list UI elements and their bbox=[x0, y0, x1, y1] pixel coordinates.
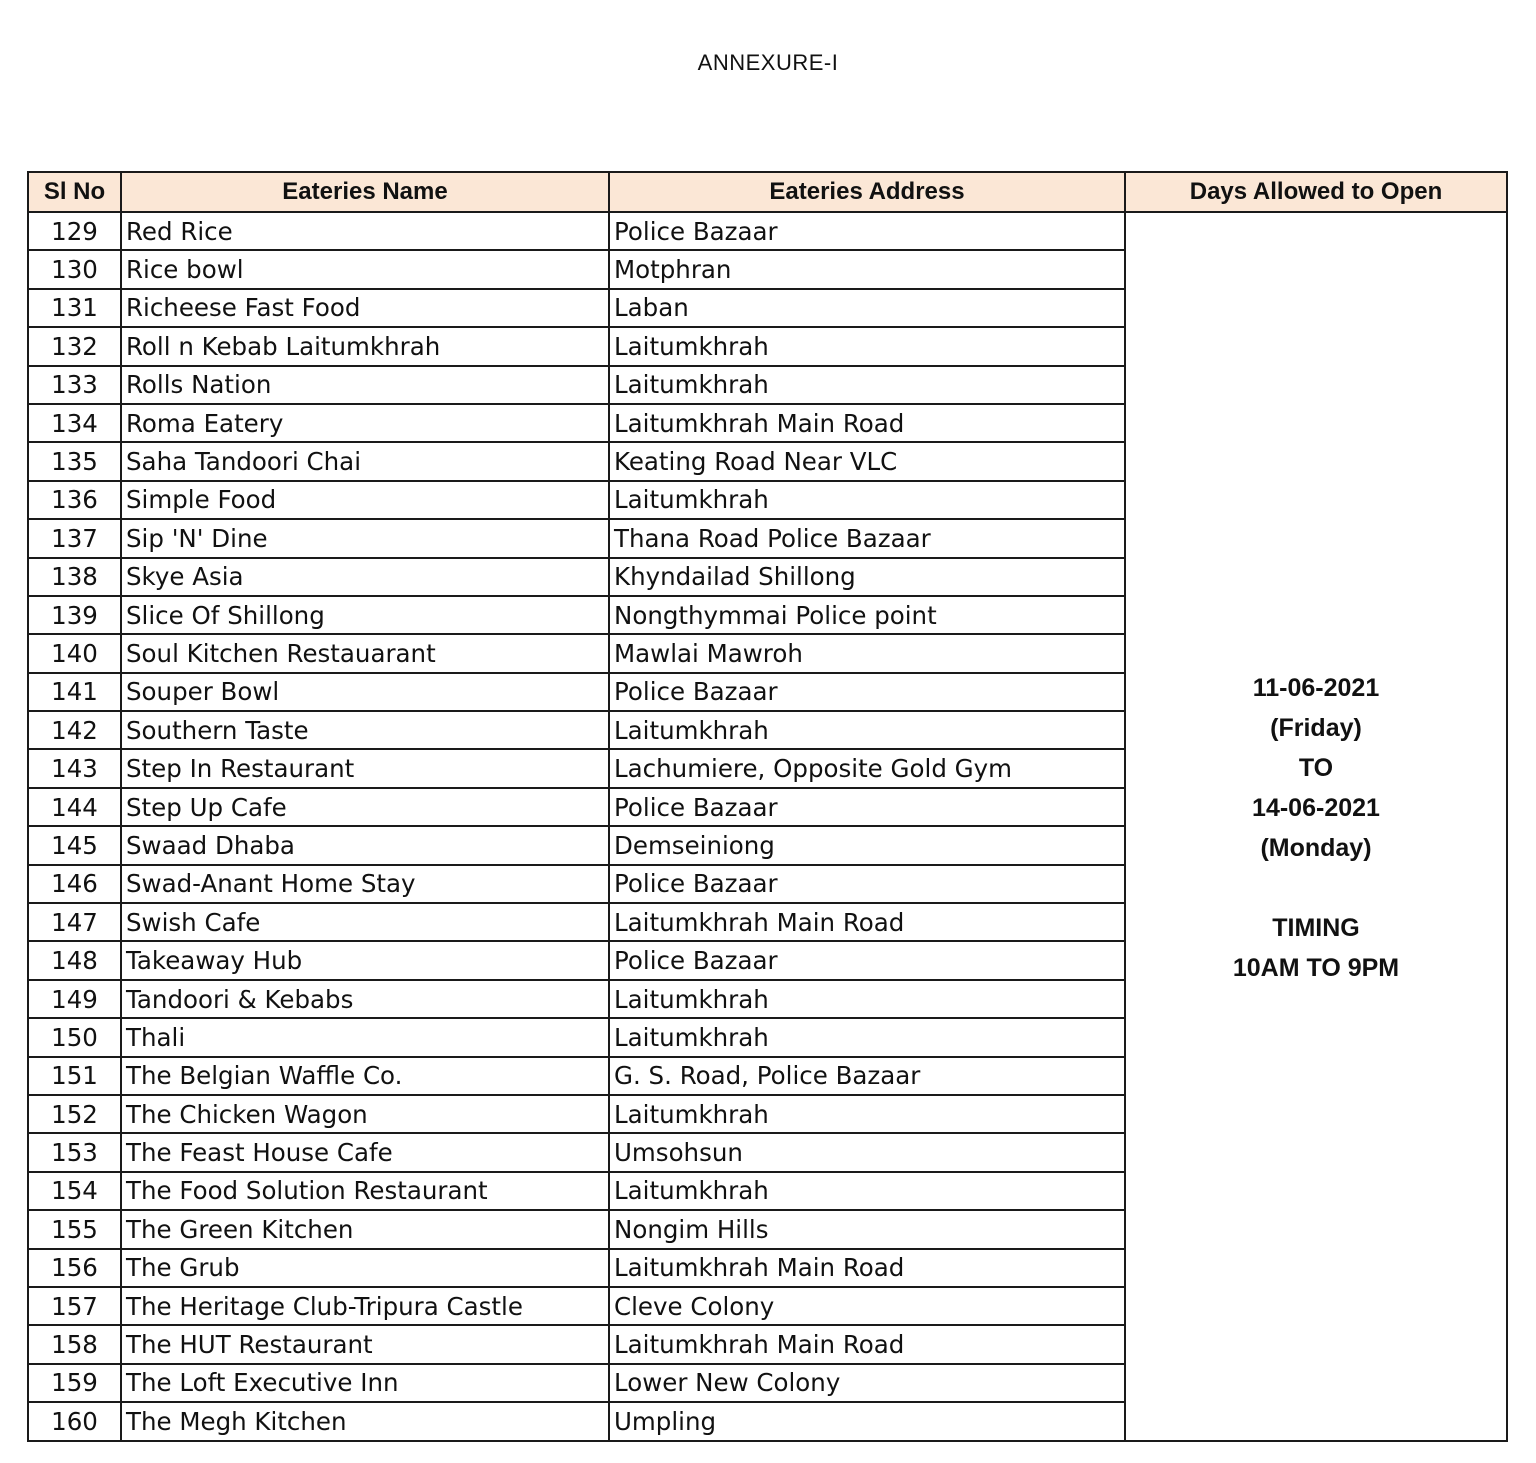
cell-sl-no: 154 bbox=[28, 1172, 121, 1210]
cell-eatery-address: Police Bazaar bbox=[609, 941, 1125, 979]
cell-eatery-name: Saha Tandoori Chai bbox=[121, 442, 609, 480]
cell-eatery-address: Nongthymmai Police point bbox=[609, 596, 1125, 634]
cell-eatery-address: Lower New Colony bbox=[609, 1364, 1125, 1402]
cell-eatery-name: Thali bbox=[121, 1018, 609, 1056]
cell-sl-no: 158 bbox=[28, 1325, 121, 1363]
cell-eatery-name: Souper Bowl bbox=[121, 673, 609, 711]
cell-eatery-name: Tandoori & Kebabs bbox=[121, 980, 609, 1018]
cell-sl-no: 156 bbox=[28, 1249, 121, 1287]
table-row bbox=[28, 212, 1507, 250]
cell-eatery-name: Skye Asia bbox=[121, 558, 609, 596]
cell-sl-no: 148 bbox=[28, 941, 121, 979]
cell-eatery-name: The Loft Executive Inn bbox=[121, 1364, 609, 1402]
cell-eatery-address: Police Bazaar bbox=[609, 673, 1125, 711]
days-to-date: 14-06-2021 bbox=[1252, 794, 1380, 823]
cell-eatery-address: Laitumkhrah bbox=[609, 327, 1125, 365]
cell-eatery-address: Cleve Colony bbox=[609, 1287, 1125, 1325]
cell-eatery-name: Swad-Anant Home Stay bbox=[121, 865, 609, 903]
cell-sl-no: 140 bbox=[28, 634, 121, 672]
cell-eatery-name: Simple Food bbox=[121, 481, 609, 519]
cell-sl-no: 151 bbox=[28, 1057, 121, 1095]
cell-eatery-name: Red Rice bbox=[121, 212, 609, 250]
cell-sl-no: 149 bbox=[28, 980, 121, 1018]
cell-eatery-address: Laitumkhrah bbox=[609, 481, 1125, 519]
cell-sl-no: 150 bbox=[28, 1018, 121, 1056]
cell-eatery-name: Richeese Fast Food bbox=[121, 289, 609, 327]
cell-sl-no: 159 bbox=[28, 1364, 121, 1402]
cell-eatery-address: Thana Road Police Bazaar bbox=[609, 519, 1125, 557]
days-timing: 10AM TO 9PM bbox=[1232, 954, 1400, 983]
cell-sl-no: 157 bbox=[28, 1287, 121, 1325]
cell-eatery-name: Sip 'N' Dine bbox=[121, 519, 609, 557]
cell-eatery-address: Khyndailad Shillong bbox=[609, 558, 1125, 596]
cell-eatery-name: Roma Eatery bbox=[121, 404, 609, 442]
cell-eatery-address: Laban bbox=[609, 289, 1125, 327]
cell-eatery-address: Laitumkhrah bbox=[609, 1095, 1125, 1133]
cell-eatery-address: G. S. Road, Police Bazaar bbox=[609, 1057, 1125, 1095]
cell-sl-no: 136 bbox=[28, 481, 121, 519]
table-header-row bbox=[28, 172, 1507, 212]
cell-sl-no: 139 bbox=[28, 596, 121, 634]
cell-eatery-address: Police Bazaar bbox=[609, 212, 1125, 250]
cell-eatery-name: The Grub bbox=[121, 1249, 609, 1287]
eateries-table bbox=[27, 171, 1508, 1442]
cell-days-allowed bbox=[1125, 212, 1507, 1441]
cell-sl-no: 147 bbox=[28, 903, 121, 941]
cell-eatery-name: Roll n Kebab Laitumkhrah bbox=[121, 327, 609, 365]
days-to-day: (Monday) bbox=[1260, 834, 1372, 863]
days-from-date: 11-06-2021 bbox=[1252, 674, 1380, 703]
cell-eatery-name: The Heritage Club-Tripura Castle bbox=[121, 1287, 609, 1325]
cell-eatery-name: The Food Solution Restaurant bbox=[121, 1172, 609, 1210]
cell-sl-no: 144 bbox=[28, 788, 121, 826]
header-eateries-address: Eateries Address bbox=[609, 172, 1125, 212]
cell-eatery-name: Rolls Nation bbox=[121, 366, 609, 404]
cell-sl-no: 142 bbox=[28, 711, 121, 749]
cell-sl-no: 152 bbox=[28, 1095, 121, 1133]
cell-eatery-name: The Chicken Wagon bbox=[121, 1095, 609, 1133]
cell-eatery-address: Laitumkhrah bbox=[609, 711, 1125, 749]
table-body bbox=[28, 212, 1507, 1441]
cell-eatery-name: The Feast House Cafe bbox=[121, 1133, 609, 1171]
cell-eatery-address: Lachumiere, Opposite Gold Gym bbox=[609, 749, 1125, 787]
cell-eatery-address: Police Bazaar bbox=[609, 865, 1125, 903]
cell-eatery-name: The Megh Kitchen bbox=[121, 1402, 609, 1440]
days-timing-label: TIMING bbox=[1272, 914, 1360, 943]
cell-sl-no: 146 bbox=[28, 865, 121, 903]
cell-eatery-name: Soul Kitchen Restauarant bbox=[121, 634, 609, 672]
days-to: TO bbox=[1298, 754, 1334, 783]
cell-eatery-name: Takeaway Hub bbox=[121, 941, 609, 979]
cell-sl-no: 153 bbox=[28, 1133, 121, 1171]
cell-sl-no: 138 bbox=[28, 558, 121, 596]
cell-eatery-name: Slice Of Shillong bbox=[121, 596, 609, 634]
cell-eatery-name: Rice bowl bbox=[121, 250, 609, 288]
cell-eatery-address: Mawlai Mawroh bbox=[609, 634, 1125, 672]
cell-sl-no: 131 bbox=[28, 289, 121, 327]
cell-sl-no: 135 bbox=[28, 442, 121, 480]
cell-eatery-name: Swaad Dhaba bbox=[121, 826, 609, 864]
cell-eatery-name: Swish Cafe bbox=[121, 903, 609, 941]
days-spacer bbox=[1126, 868, 1506, 908]
cell-eatery-address: Laitumkhrah bbox=[609, 366, 1125, 404]
cell-eatery-address: Laitumkhrah Main Road bbox=[609, 1325, 1125, 1363]
cell-eatery-name: Southern Taste bbox=[121, 711, 609, 749]
cell-eatery-name: Step Up Cafe bbox=[121, 788, 609, 826]
cell-eatery-name: The Belgian Waffle Co. bbox=[121, 1057, 609, 1095]
page-title: ANNEXURE-I bbox=[697, 50, 839, 75]
cell-sl-no: 143 bbox=[28, 749, 121, 787]
cell-eatery-address: Nongim Hills bbox=[609, 1210, 1125, 1248]
cell-sl-no: 137 bbox=[28, 519, 121, 557]
cell-sl-no: 160 bbox=[28, 1402, 121, 1440]
cell-eatery-address: Keating Road Near VLC bbox=[609, 442, 1125, 480]
cell-eatery-address: Motphran bbox=[609, 250, 1125, 288]
cell-sl-no: 155 bbox=[28, 1210, 121, 1248]
days-info-block bbox=[1126, 668, 1506, 988]
header-days-allowed: Days Allowed to Open bbox=[1125, 172, 1507, 212]
cell-sl-no: 145 bbox=[28, 826, 121, 864]
cell-eatery-address: Laitumkhrah bbox=[609, 1172, 1125, 1210]
cell-sl-no: 129 bbox=[28, 212, 121, 250]
header-sl-no: Sl No bbox=[28, 172, 121, 212]
cell-eatery-address: Umpling bbox=[609, 1402, 1125, 1440]
days-from-day: (Friday) bbox=[1270, 714, 1362, 743]
cell-eatery-name: The Green Kitchen bbox=[121, 1210, 609, 1248]
cell-eatery-address: Laitumkhrah bbox=[609, 980, 1125, 1018]
cell-eatery-address: Laitumkhrah Main Road bbox=[609, 903, 1125, 941]
cell-eatery-name: Step In Restaurant bbox=[121, 749, 609, 787]
cell-eatery-address: Laitumkhrah bbox=[609, 1018, 1125, 1056]
header-eateries-name: Eateries Name bbox=[121, 172, 609, 212]
cell-eatery-address: Police Bazaar bbox=[609, 788, 1125, 826]
cell-sl-no: 134 bbox=[28, 404, 121, 442]
cell-eatery-address: Laitumkhrah Main Road bbox=[609, 1249, 1125, 1287]
cell-sl-no: 133 bbox=[28, 366, 121, 404]
cell-sl-no: 132 bbox=[28, 327, 121, 365]
cell-eatery-address: Laitumkhrah Main Road bbox=[609, 404, 1125, 442]
cell-eatery-address: Demseiniong bbox=[609, 826, 1125, 864]
cell-eatery-name: The HUT Restaurant bbox=[121, 1325, 609, 1363]
cell-sl-no: 141 bbox=[28, 673, 121, 711]
cell-sl-no: 130 bbox=[28, 250, 121, 288]
cell-eatery-address: Umsohsun bbox=[609, 1133, 1125, 1171]
